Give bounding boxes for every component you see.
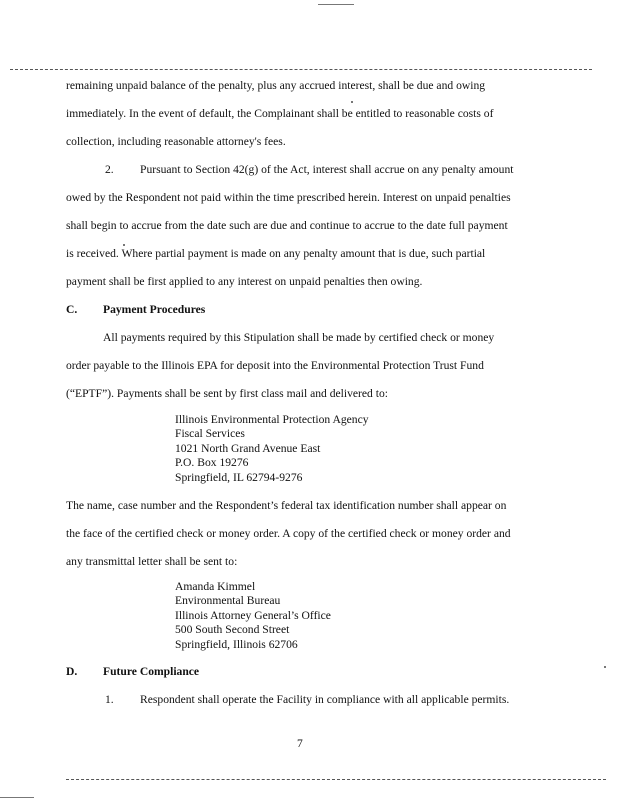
paragraph-line: is received. Where partial payment is made on any penalty amount that is due, such partial (66, 247, 486, 260)
address-line: 500 South Second Street (175, 623, 290, 637)
paragraph-line: Respondent shall operate the Facility in compliance with all applicable permits. (140, 693, 510, 706)
paragraph-line: The name, case number and the Respondent’s federal tax identification number shall appear on (66, 499, 507, 512)
paragraph-line: any transmittal letter shall be sent to: (66, 555, 238, 568)
address-line: Springfield, Illinois 62706 (175, 637, 298, 651)
paragraph-number: 2. (105, 163, 114, 176)
paragraph-line: payment shall be first applied to any interest on unpaid penalties then owing. (66, 275, 423, 288)
section-d-title: Future Compliance (103, 665, 200, 678)
paragraph-line: collection, including reasonable attorney's fees. (66, 135, 286, 148)
paragraph-line: remaining unpaid balance of the penalty, plus any accrued interest, shall be due and owing (66, 79, 486, 92)
address-block-iepa (175, 413, 369, 485)
address-line: Illinois Attorney General’s Office (175, 608, 331, 622)
section-c-letter: C. (66, 303, 78, 316)
paragraph-line: the face of the certified check or money order. A copy of the certified check or money order and (66, 527, 511, 540)
scan-speck (0, 797, 34, 798)
address-block-attorney-general (175, 580, 331, 652)
scan-speck (123, 244, 125, 246)
address-line: Springfield, IL 62794-9276 (175, 470, 303, 484)
scan-speck (604, 666, 606, 668)
scan-speck (351, 101, 353, 103)
address-line: Illinois Environmental Protection Agency (175, 413, 369, 426)
paragraph-line: (“EPTF”). Payments shall be sent by first class mail and delivered to: (66, 387, 388, 400)
paragraph-line: order payable to the Illinois EPA for deposit into the Environmental Protection Trust Fund (66, 359, 484, 372)
paragraph-line: shall begin to accrue from the date such are due and continue to accrue to the date full payment (66, 219, 508, 232)
scan-bottom-border (66, 779, 606, 780)
paragraph-line: owed by the Respondent not paid within the time prescribed herein. Interest on unpaid penalties (66, 191, 511, 204)
address-line: 1021 North Grand Avenue East (175, 441, 321, 455)
paragraph-line: immediately. In the event of default, the Complainant shall be entitled to reasonable costs of (66, 107, 494, 120)
paragraph-line: Pursuant to Section 42(g) of the Act, interest shall accrue on any penalty amount (140, 163, 514, 176)
page-number: 7 (297, 737, 303, 750)
section-c-title: Payment Procedures (103, 303, 206, 316)
address-line: Amanda Kimmel (175, 580, 256, 593)
section-d-letter: D. (66, 665, 78, 678)
scan-top-border (10, 69, 592, 70)
address-line: P.O. Box 19276 (175, 456, 249, 470)
paragraph-line: All payments required by this Stipulation shall be made by certified check or money (103, 331, 495, 344)
scan-speck (318, 4, 354, 5)
address-line: Environmental Bureau (175, 594, 281, 608)
address-line: Fiscal Services (175, 427, 245, 441)
paragraph-number: 1. (105, 693, 114, 706)
